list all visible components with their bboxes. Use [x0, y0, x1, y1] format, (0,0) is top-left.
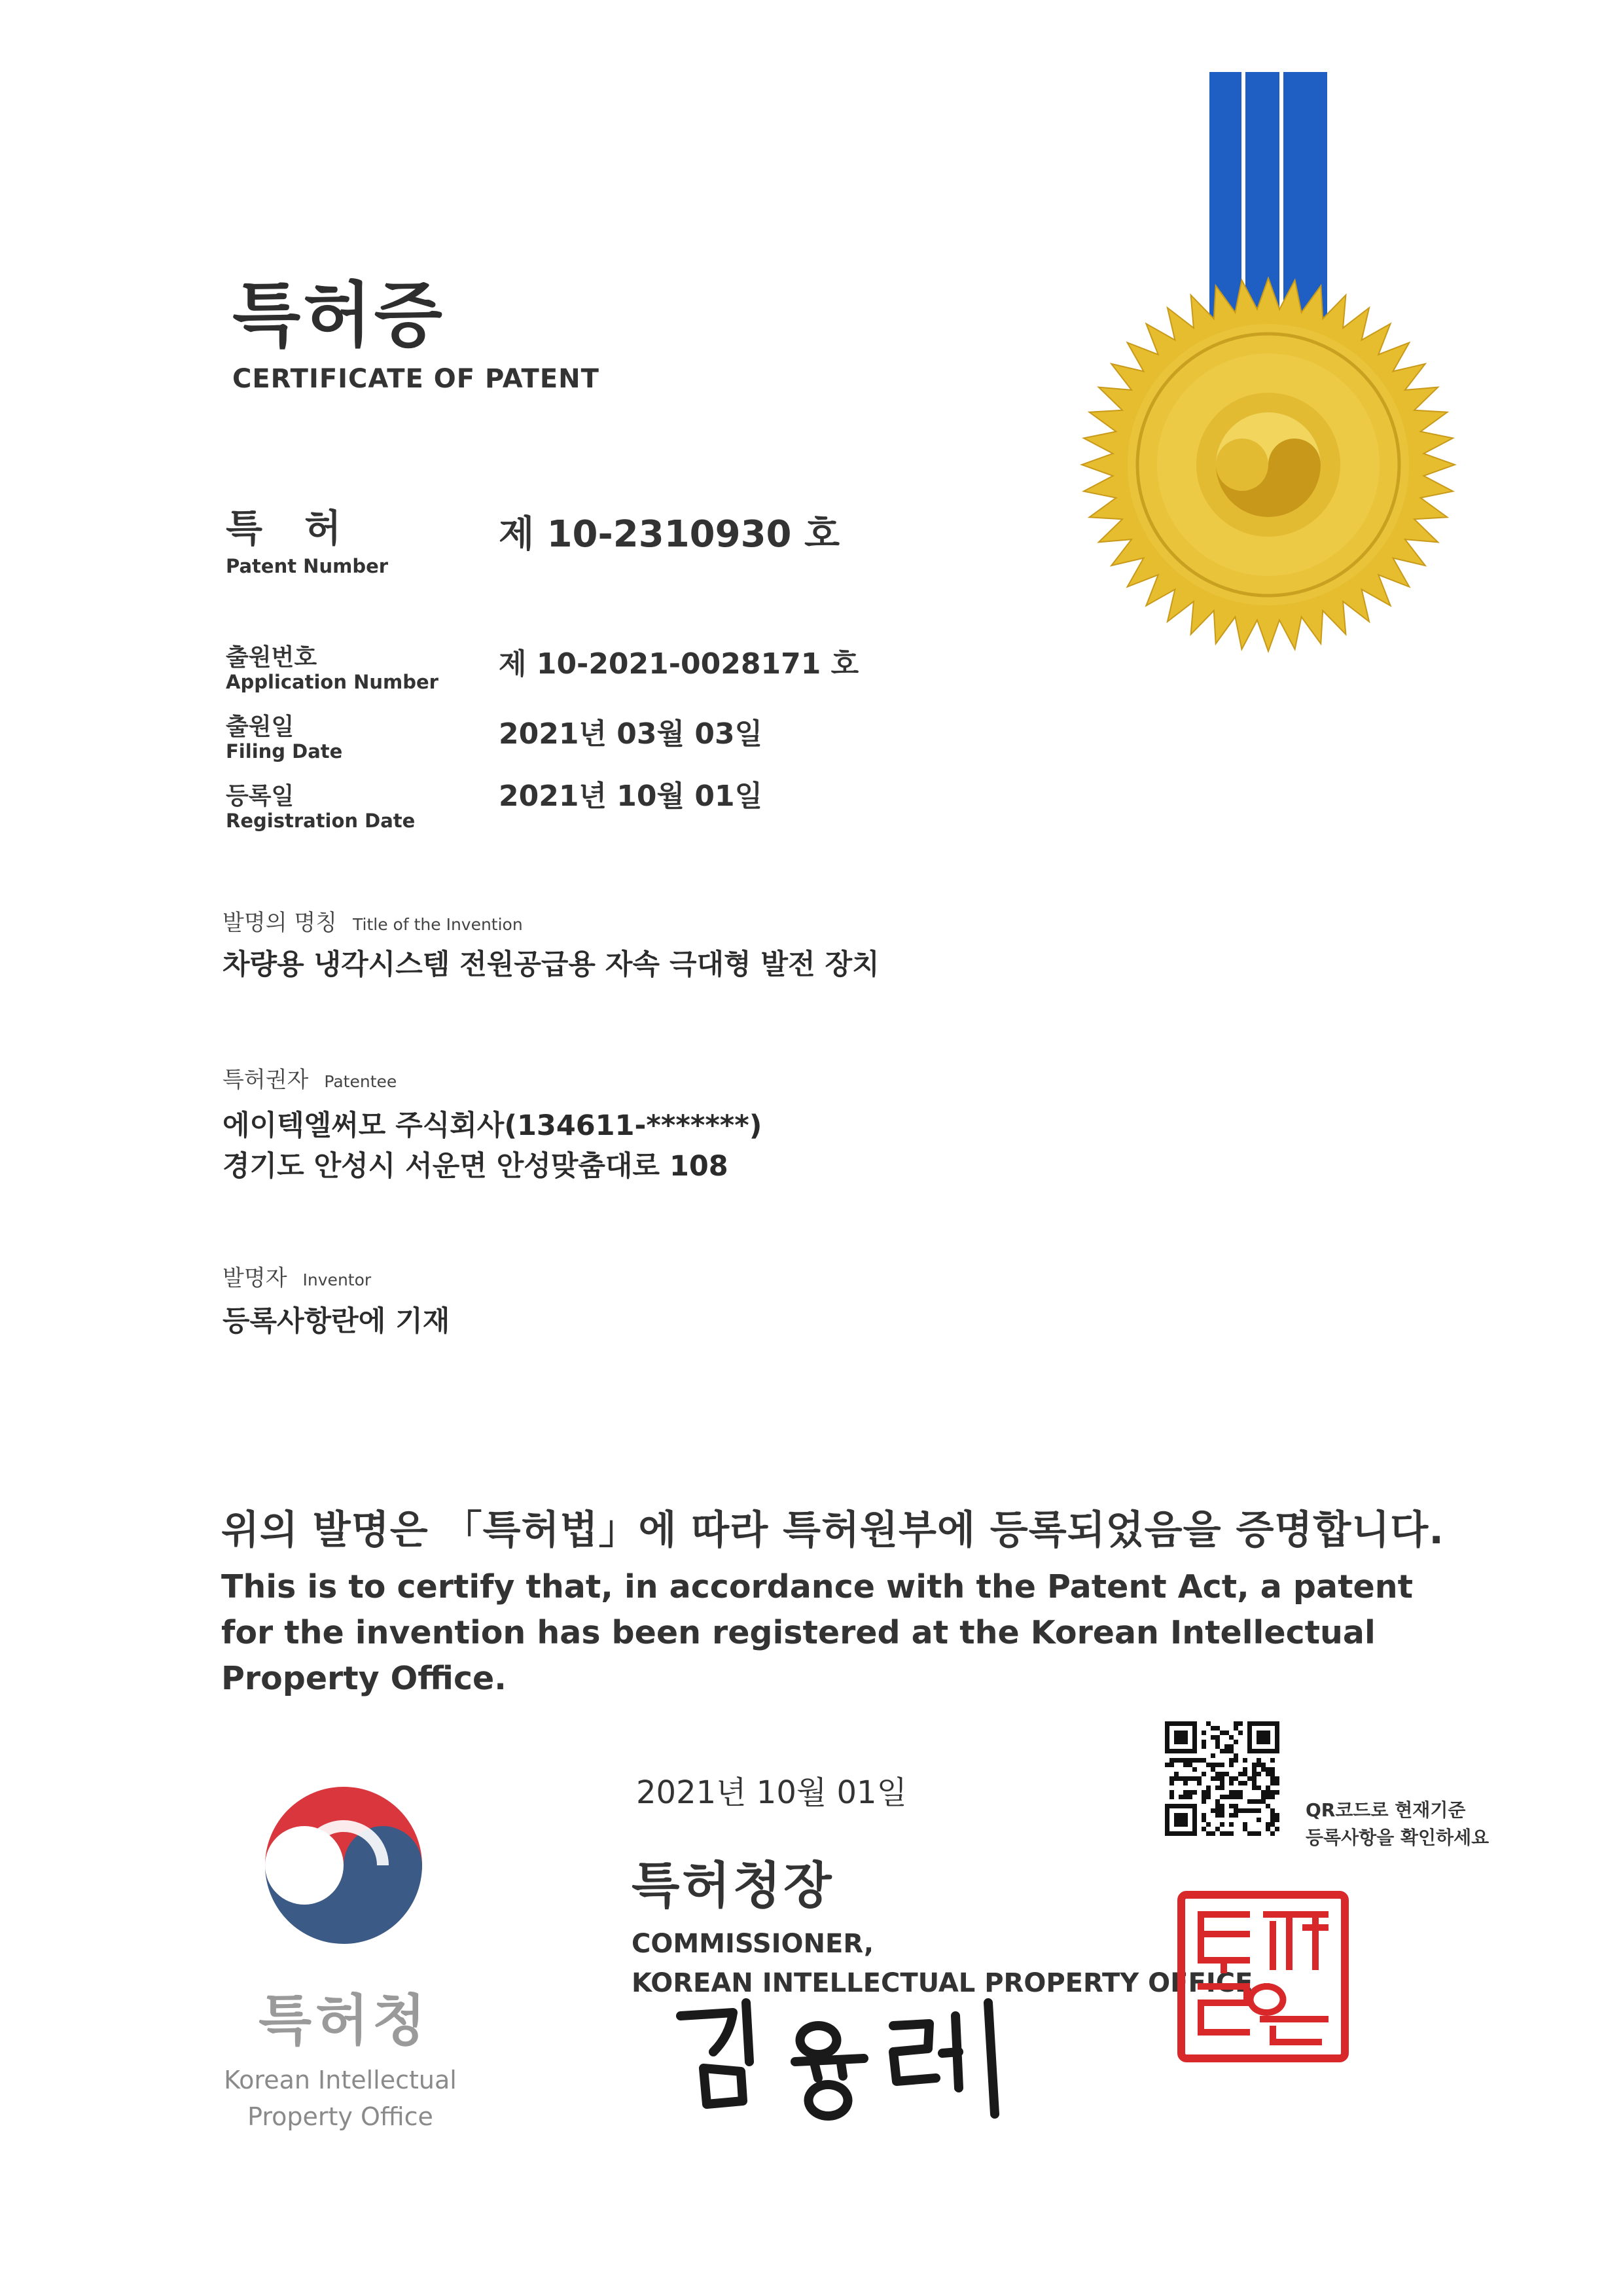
kipo-name-en-line1: Korean Intellectual: [224, 2066, 457, 2094]
application-number-label-en: Application Number: [226, 671, 438, 693]
certificate-title-en: CERTIFICATE OF PATENT: [232, 364, 599, 394]
certification-statement-ko: 위의 발명은 「특허법」에 따라 특허원부에 등록되었음을 증명합니다.: [221, 1507, 1445, 1553]
filing-date-label-ko: 출원일: [226, 713, 294, 740]
issue-date: 2021년 10월 01일: [636, 1774, 907, 1811]
patentee-address: 경기도 안성시 서운면 안성맞춤대로 108: [223, 1150, 728, 1183]
invention-title-value: 차량용 냉각시스템 전원공급용 자속 극대형 발전 장치: [223, 948, 880, 981]
kipo-name-en-line2: Property Office: [247, 2102, 433, 2131]
patentee-label-ko: 특허권자: [223, 1067, 309, 1093]
commissioner-title-en-line1: COMMISSIONER,: [632, 1929, 874, 1959]
patentee-name: 에이텍엘써모 주식회사(134611-*******): [223, 1109, 762, 1142]
gold-seal-medal: [1057, 72, 1476, 661]
patent-number-label-en: Patent Number: [226, 555, 389, 577]
qr-note-line2: 등록사항을 확인하세요: [1306, 1827, 1489, 1848]
commissioner-signature: [668, 1990, 1021, 2121]
kipo-name-en: [209, 2062, 471, 2135]
kipo-logo-icon: [249, 1767, 438, 1964]
registration-date-label-ko: 등록일: [226, 783, 294, 810]
commissioner-title-en-line2: KOREAN INTELLECTUAL PROPERTY OFFICE: [632, 1968, 1253, 1998]
inventor-label-ko: 발명자: [223, 1265, 287, 1291]
filing-date-value: 2021년 03월 03일: [499, 717, 763, 751]
gold-seal: [1082, 278, 1455, 651]
kipo-name-ko: 특허청: [259, 1988, 430, 2053]
certification-statement-en: This is to certify that, in accordance with the Patent Act, a patent for the invention has been registered at the Korean Intellectual Property Office.: [221, 1568, 1414, 1697]
invention-title-label: [223, 905, 523, 937]
registration-date-value: 2021년 10월 01일: [499, 780, 763, 813]
invention-title-label-en: Title of the Invention: [353, 915, 523, 934]
qr-note-line1: QR코드로 현재기준: [1306, 1799, 1466, 1821]
patent-number-value: 제 10-2310930 호: [499, 513, 840, 556]
patent-number-label-ko: 특 허: [226, 506, 356, 550]
patentee-label: [223, 1062, 397, 1094]
qr-note: [1306, 1797, 1489, 1852]
inventor-value: 등록사항란에 기재: [223, 1305, 450, 1338]
registration-date-label-en: Registration Date: [226, 810, 416, 832]
certificate-title-ko: 특허증: [232, 275, 445, 357]
application-number-label-ko: 출원번호: [226, 644, 317, 671]
inventor-label: [223, 1260, 371, 1292]
invention-title-label-ko: 발명의 명칭: [223, 910, 338, 936]
patentee-label-en: Patentee: [324, 1072, 397, 1091]
inventor-label-en: Inventor: [302, 1270, 372, 1289]
qr-code[interactable]: [1165, 1721, 1279, 1836]
official-seal-stamp: [1175, 1888, 1351, 2065]
commissioner-title-ko: 특허청장: [632, 1856, 834, 1914]
filing-date-label-en: Filing Date: [226, 740, 343, 762]
application-number-value: 제 10-2021-0028171 호: [499, 647, 859, 681]
